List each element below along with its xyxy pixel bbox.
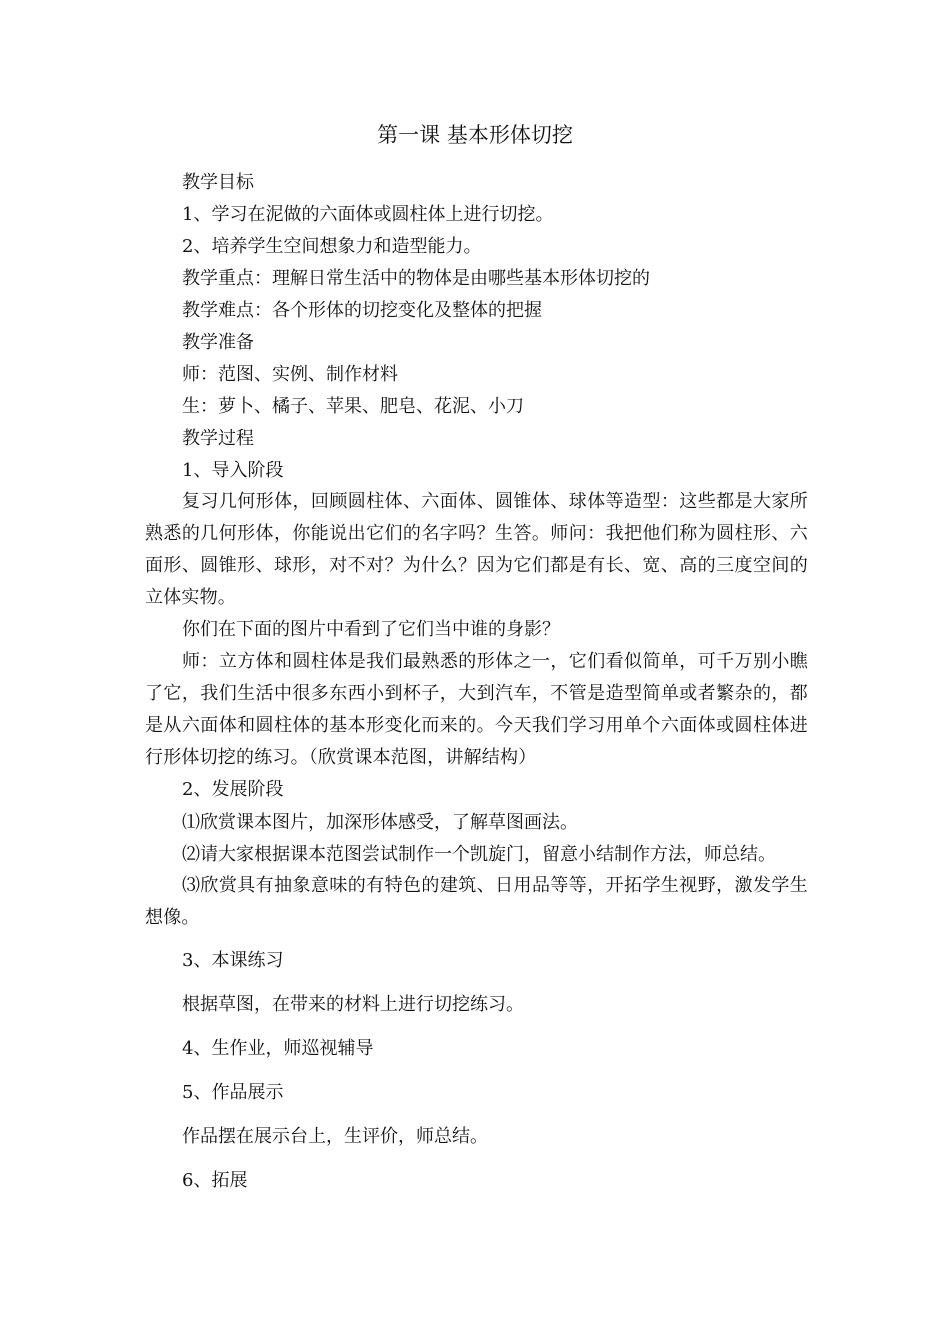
difficulty: 教学难点：各个形体的切挖变化及整体的把握 xyxy=(182,300,542,321)
step-3-heading: 3、本课练习 xyxy=(182,950,284,971)
objective-item-2: 2、培养学生空间想象力和造型能力。 xyxy=(182,236,482,257)
page-title: 第一课 基本形体切挖 xyxy=(377,123,573,147)
development-item-2: ⑵请大家根据课本范图尝试制作一个凯旋门，留意小结制作方法，师总结。 xyxy=(182,844,776,865)
step-5-heading: 5、作品展示 xyxy=(182,1082,284,1103)
step-2-heading: 2、发展阶段 xyxy=(182,779,284,800)
objectives-heading: 教学目标 xyxy=(182,172,254,193)
display-line: 作品摆在展示台上，生评价，师总结。 xyxy=(182,1126,488,1147)
preparation-student: 生：萝卜、橘子、苹果、肥皂、花泥、小刀 xyxy=(182,396,524,417)
development-item-1: ⑴欣赏课本图片，加深形体感受，了解草图画法。 xyxy=(182,812,578,833)
process-heading: 教学过程 xyxy=(182,428,254,449)
step-1-heading: 1、导入阶段 xyxy=(182,460,284,481)
development-item-3: ⑶欣赏具有抽象意味的有特色的建筑、日用品等等，开拓学生视野，激发学生想像。 xyxy=(145,875,808,928)
preparation-teacher: 师：范图、实例、制作材料 xyxy=(182,364,398,385)
key-point: 教学重点：理解日常生活中的物体是由哪些基本形体切挖的 xyxy=(182,268,650,289)
question-line: 你们在下面的图片中看到了它们当中谁的身影？ xyxy=(182,619,560,640)
objective-item-1: 1、学习在泥做的六面体或圆柱体上进行切挖。 xyxy=(182,204,554,225)
practice-line: 根据草图，在带来的材料上进行切挖练习。 xyxy=(182,994,524,1015)
review-paragraph: 复习几何形体，回顾圆柱体、六面体、圆锥体、球体等造型：这些都是大家所熟悉的几何形体，你能说出它们的名字吗？生答。师问：我把他们称为圆柱形、六面形、圆锥形、球形，对不对？为什么？因为它们都是有长、宽、高的三度空间的立体实物。 xyxy=(145,491,808,608)
step-6-heading: 6、拓展 xyxy=(182,1170,248,1191)
step-4-heading: 4、生作业，师巡视辅导 xyxy=(182,1038,374,1059)
preparation-heading: 教学准备 xyxy=(182,332,254,353)
teacher-talk-paragraph: 师：立方体和圆柱体是我们最熟悉的形体之一，它们看似简单，可千万别小瞧了它，我们生活中很多东西小到杯子，大到汽车，不管是造型简单或者繁杂的，都是从六面体和圆柱体的基本形变化而来的。今天我们学习用单个六面体或圆柱体进行形体切挖的练习。（欣赏课本范图，讲解结构） xyxy=(145,651,808,768)
